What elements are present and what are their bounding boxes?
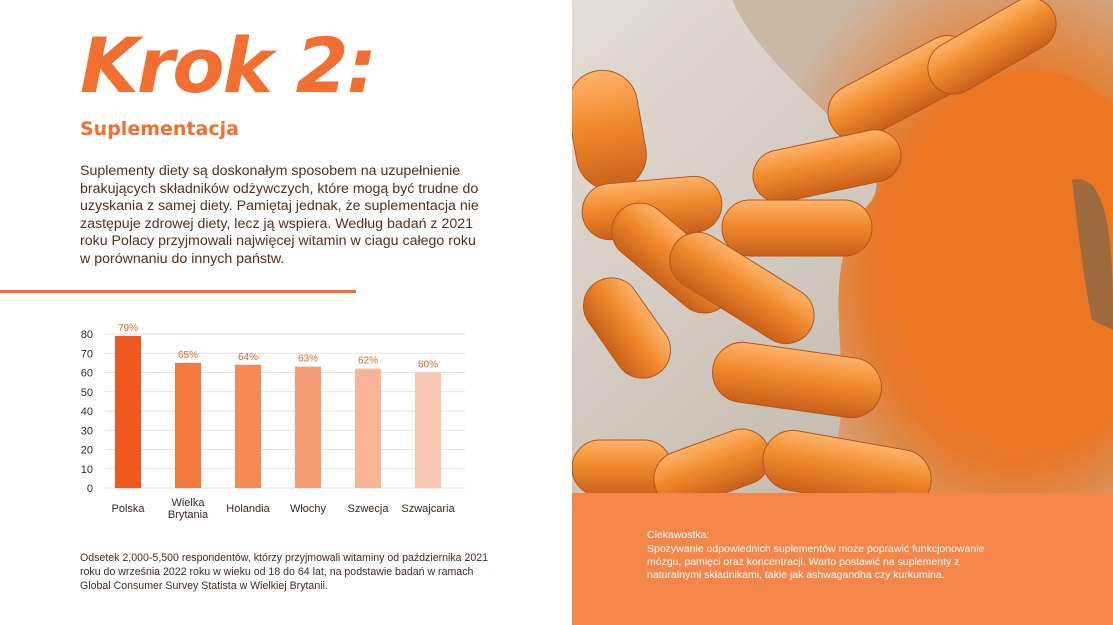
x-tick-label: Włochy xyxy=(289,503,327,515)
section-divider xyxy=(0,290,356,293)
y-tick-label: 70 xyxy=(80,348,93,361)
bar xyxy=(415,373,441,489)
x-tick-label: Brytania xyxy=(167,509,209,521)
x-tick-label: Wielka xyxy=(171,497,205,509)
y-tick-label: 0 xyxy=(86,483,93,495)
data-label: 60% xyxy=(417,359,439,371)
y-tick-label: 40 xyxy=(80,406,93,418)
fun-fact-text: Spożywanie odpowiednich suplementów może poprawić funkcjonowanie mózgu, pamięci oraz koncentracji. Warto postawić na suplementy z naturalnymi składnikami, takie jak ashwagandha czy kurkumina. xyxy=(647,543,985,581)
y-tick-label: 80 xyxy=(80,329,93,341)
capsules-image xyxy=(572,0,1113,493)
page-title: Krok 2: xyxy=(80,21,375,110)
bar xyxy=(235,365,261,488)
y-tick-label: 20 xyxy=(80,444,93,457)
x-tick-label: Szwecja xyxy=(347,503,389,515)
data-label: 79% xyxy=(117,322,139,334)
bar xyxy=(355,369,381,488)
x-tick-label: Polska xyxy=(111,503,145,515)
y-tick-label: 60 xyxy=(80,367,93,380)
bar-chart-svg xyxy=(60,315,480,530)
x-tick-label: Szwajcaria xyxy=(401,503,455,515)
data-label: 63% xyxy=(297,353,319,365)
fun-fact-box xyxy=(572,493,1113,625)
capsules-photo xyxy=(572,0,1113,493)
intro-paragraph: Suplementy diety są doskonałym sposobem na uzupełnienie brakujących składników odżywczych, które mogą być trudne do uzyskania z samej diety. Pamiętaj jednak, że suplementacja nie zastępuje zdrowej diety, lecz ją wspiera. Według badań z 2021 roku Polacy przyjmowali najwięcej witamin w ciagu całego roku w porównaniu do innych państw. xyxy=(80,163,479,267)
y-tick-label: 10 xyxy=(80,463,93,476)
chart-footnote: Odsetek 2,000-5,500 respondentów, którzy przyjmowali witaminy od października 2021 roku do września 2022 roku w wieku od 18 do 64 lat, na podstawie badań w ramach Global Consumer Survey Statista w Wielkiej Brytanii. xyxy=(80,552,489,592)
fun-fact-title: Ciekawostka: xyxy=(647,529,710,541)
bar xyxy=(295,367,321,488)
bar-chart xyxy=(60,315,480,530)
page-subtitle: Suplementacja xyxy=(80,118,239,140)
data-label: 64% xyxy=(237,351,259,363)
bar xyxy=(115,336,141,488)
x-tick-label: Holandia xyxy=(226,503,270,515)
data-label: 62% xyxy=(357,355,379,367)
data-label: 65% xyxy=(177,349,199,361)
bar xyxy=(175,363,201,488)
y-tick-label: 50 xyxy=(80,386,93,399)
y-tick-label: 30 xyxy=(80,425,93,438)
